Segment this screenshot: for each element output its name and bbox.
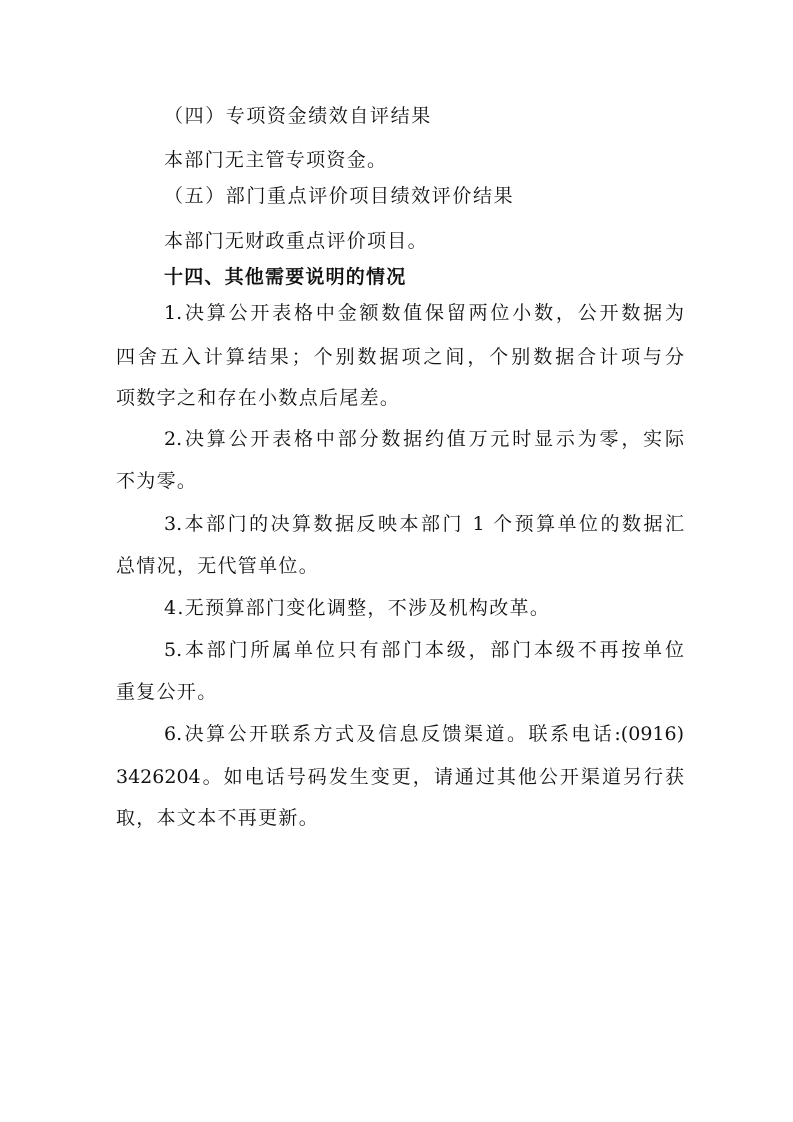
item-1-line-3: 项数字之和存在小数点后尾差。 — [116, 387, 401, 409]
item-2-line-1: 2.决算公开表格中部分数据约值万元时显示为零，实际 — [164, 428, 684, 450]
item-6-line-1: 6.决算公开联系方式及信息反馈渠道。联系电话:(0916) — [164, 723, 684, 745]
section-4-body: 本部门无主管专项资金。 — [164, 149, 388, 171]
item-6-line-3: 取，本文本不再更新。 — [116, 807, 320, 829]
section-5-body: 本部门无财政重点评价项目。 — [164, 230, 428, 252]
item-5-line-2: 重复公开。 — [116, 681, 218, 703]
item-3-line-1: 3.本部门的决算数据反映本部门 1 个预算单位的数据汇 — [164, 513, 684, 535]
item-3-line-2: 总情况，无代管单位。 — [116, 555, 320, 577]
item-1-line-1: 1.决算公开表格中金额数值保留两位小数，公开数据为 — [164, 302, 684, 324]
section-14-heading: 十四、其他需要说明的情况 — [164, 266, 407, 288]
section-5-heading: （五）部门重点评价项目绩效评价结果 — [164, 185, 515, 207]
section-4-heading: （四）专项资金绩效自评结果 — [164, 105, 432, 127]
item-2-line-2: 不为零。 — [116, 470, 198, 492]
item-5-line-1: 5.本部门所属单位只有部门本级，部门本级不再按单位 — [164, 639, 684, 661]
item-1-line-2: 四舍五入计算结果；个别数据项之间，个别数据合计项与分 — [116, 346, 684, 368]
item-6-line-2: 3426204。如电话号码发生变更，请通过其他公开渠道另行获 — [116, 766, 684, 788]
item-4-line-1: 4.无预算部门变化调整，不涉及机构改革。 — [164, 597, 551, 619]
